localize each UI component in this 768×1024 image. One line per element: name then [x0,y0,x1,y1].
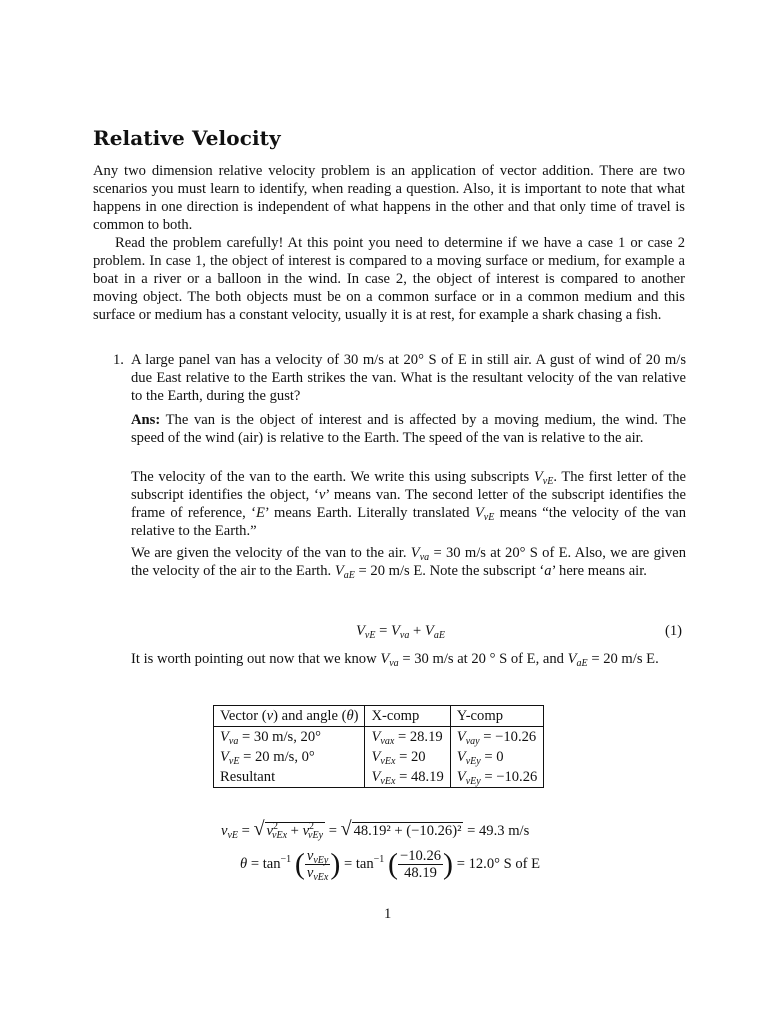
table-header-row [214,706,544,727]
answer-text: The van is the object of interest and is affected by a moving medium, the wind. The speed of the wind (air) is relative to the Earth. The speed of the van is relative to the air. [131,412,686,446]
speed-equation: $v_{vE}$ = √ $v^2_{vEx} + v^2_{vEy}$ = √ 48.19² + (−10.26)² = 49.3 m/s [221,818,530,841]
given-paragraph: We are given the velocity of the van to the air. $V_{va} = 30$ m/s at 20° S of E. Also, we are given the velocity of the air to the Earth. $V_{aE} = 20$ m/s E. Note the subscript ‘a’ here means air. [131,545,686,581]
page-title: Relative Velocity [93,126,281,150]
angle-denominator: 48.19 [404,865,437,881]
table-cell: $V_{va} = 30$ m/s, 20° [214,727,365,748]
table-row [214,727,544,748]
equation-number: (1) [665,623,683,639]
table-cell: Resultant [214,767,365,788]
table-cell: $V_{vEy} = 0$ [450,747,544,767]
worth-text-c: = 20 m/s E. [591,651,659,667]
subscript-text-e: means “the velocity of the van relative to the Earth.” [131,504,686,539]
table-cell: $V_{vax} = 28.19$ [365,727,450,748]
table-row [214,747,544,767]
equation-1: $V_{vE} = V_{va} + V_{aE}$ [356,623,445,641]
angle-numerator: −10.26 [399,848,442,864]
given-text-d: ’ here means air. [551,562,647,579]
problem-question: A large panel van has a velocity of 30 m/s at 20° S of E in still air. A gust of wind of 20 m/s due East relative to the Earth strikes the van. What is the resultant velocity of the van relative to the Earth, during the gust? [131,352,686,404]
worth-text-b: = 30 m/s at 20 ° S of E, and [402,651,564,667]
table-row [214,767,544,788]
table-cell: $V_{vEx} = 48.19$ [365,767,450,788]
answer-paragraph [131,412,686,448]
intro-paragraph-2: Read the problem carefully! At this point you need to determine if we have a case 1 or case 2 problem. In case 1, the object of interest is compared to a moving surface or medium, for example a boat in a river or a balloon in the wind. In case 2, the object of interest is compared to another moving object. The both objects must be on a common surface or in a common medium and this surface or medium has a constant velocity, usually it is at rest, for example a shark chasing a fish. [93,235,685,323]
table-header-y: Y-comp [450,706,544,727]
subscript-paragraph: The velocity of the van to the earth. We write this using subscripts $V_{vE}$. The first letter of the subscript identifies the object, ‘v’ means van. The second letter of the subscript identifies the frame of reference, ‘E’ means Earth. Literally translated $V_{vE}$ means “the velocity of the van relative to the Earth.” [131,469,687,539]
given-text-b: = 30 m/s at 20° S of E. Also, we are given the velocity of the air to the Earth. [131,545,686,579]
subscript-text-b: . The first letter of the subscript identifies the object, ‘ [131,469,687,503]
table-cell: $V_{vEy} = -10.26$ [450,767,544,788]
speed-radicand: 48.19² + (−10.26)² [353,823,462,839]
intro-paragraph-1: Any two dimension relative velocity problem is an application of vector addition. There are two scenarios you must learn to identify, when reading a question. Also, it is important to note that what happens in one direction is independent of what happens in the other and that only time of travel is common to both. [93,163,685,233]
table-cell: $V_{vEx} = 20$ [365,747,450,767]
worth-text-a: It is worth pointing out now that we know [131,651,377,667]
given-text-a: We are given the velocity of the van to the air. [131,545,407,561]
angle-equation: $\theta = \tan^{-1}$ ( $\frac{v_{vEy}}{v_{vEx}}$ ) = $\tan^{-1}$ ( $\frac{-10.26}{48.19}$ ) = 12.0° S of E [240,847,541,883]
page-number: 1 [384,906,392,922]
speed-result: = 49.3 m/s [467,823,530,839]
problem-number: 1. [113,352,124,368]
answer-label: Ans: [131,412,161,428]
subscript-text-d: ’ means Earth. Literally translated [264,504,470,521]
table-cell: $V_{vay} = -10.26$ [450,727,544,748]
subscript-text-c: ’ means van. The second letter of the subscript identifies the frame of reference, ‘ [131,486,686,521]
given-text-c: = 20 m/s E. Note the subscript ‘ [358,562,545,579]
angle-result: = 12.0° S of E [456,855,541,872]
table-header-x: X-comp [365,706,450,727]
subscript-text-a: The velocity of the van to the earth. We write this using subscripts [131,469,530,485]
table-header-vector: Vector (v) and angle (θ) [214,706,365,727]
worth-paragraph: It is worth pointing out now that we know $V_{va} = 30$ m/s at 20 ° S of E, and $V_{aE} = 20$ m/s E. [131,651,659,669]
table-cell: $V_{vE} = 20$ m/s, 0° [214,747,365,767]
components-table [213,705,544,788]
